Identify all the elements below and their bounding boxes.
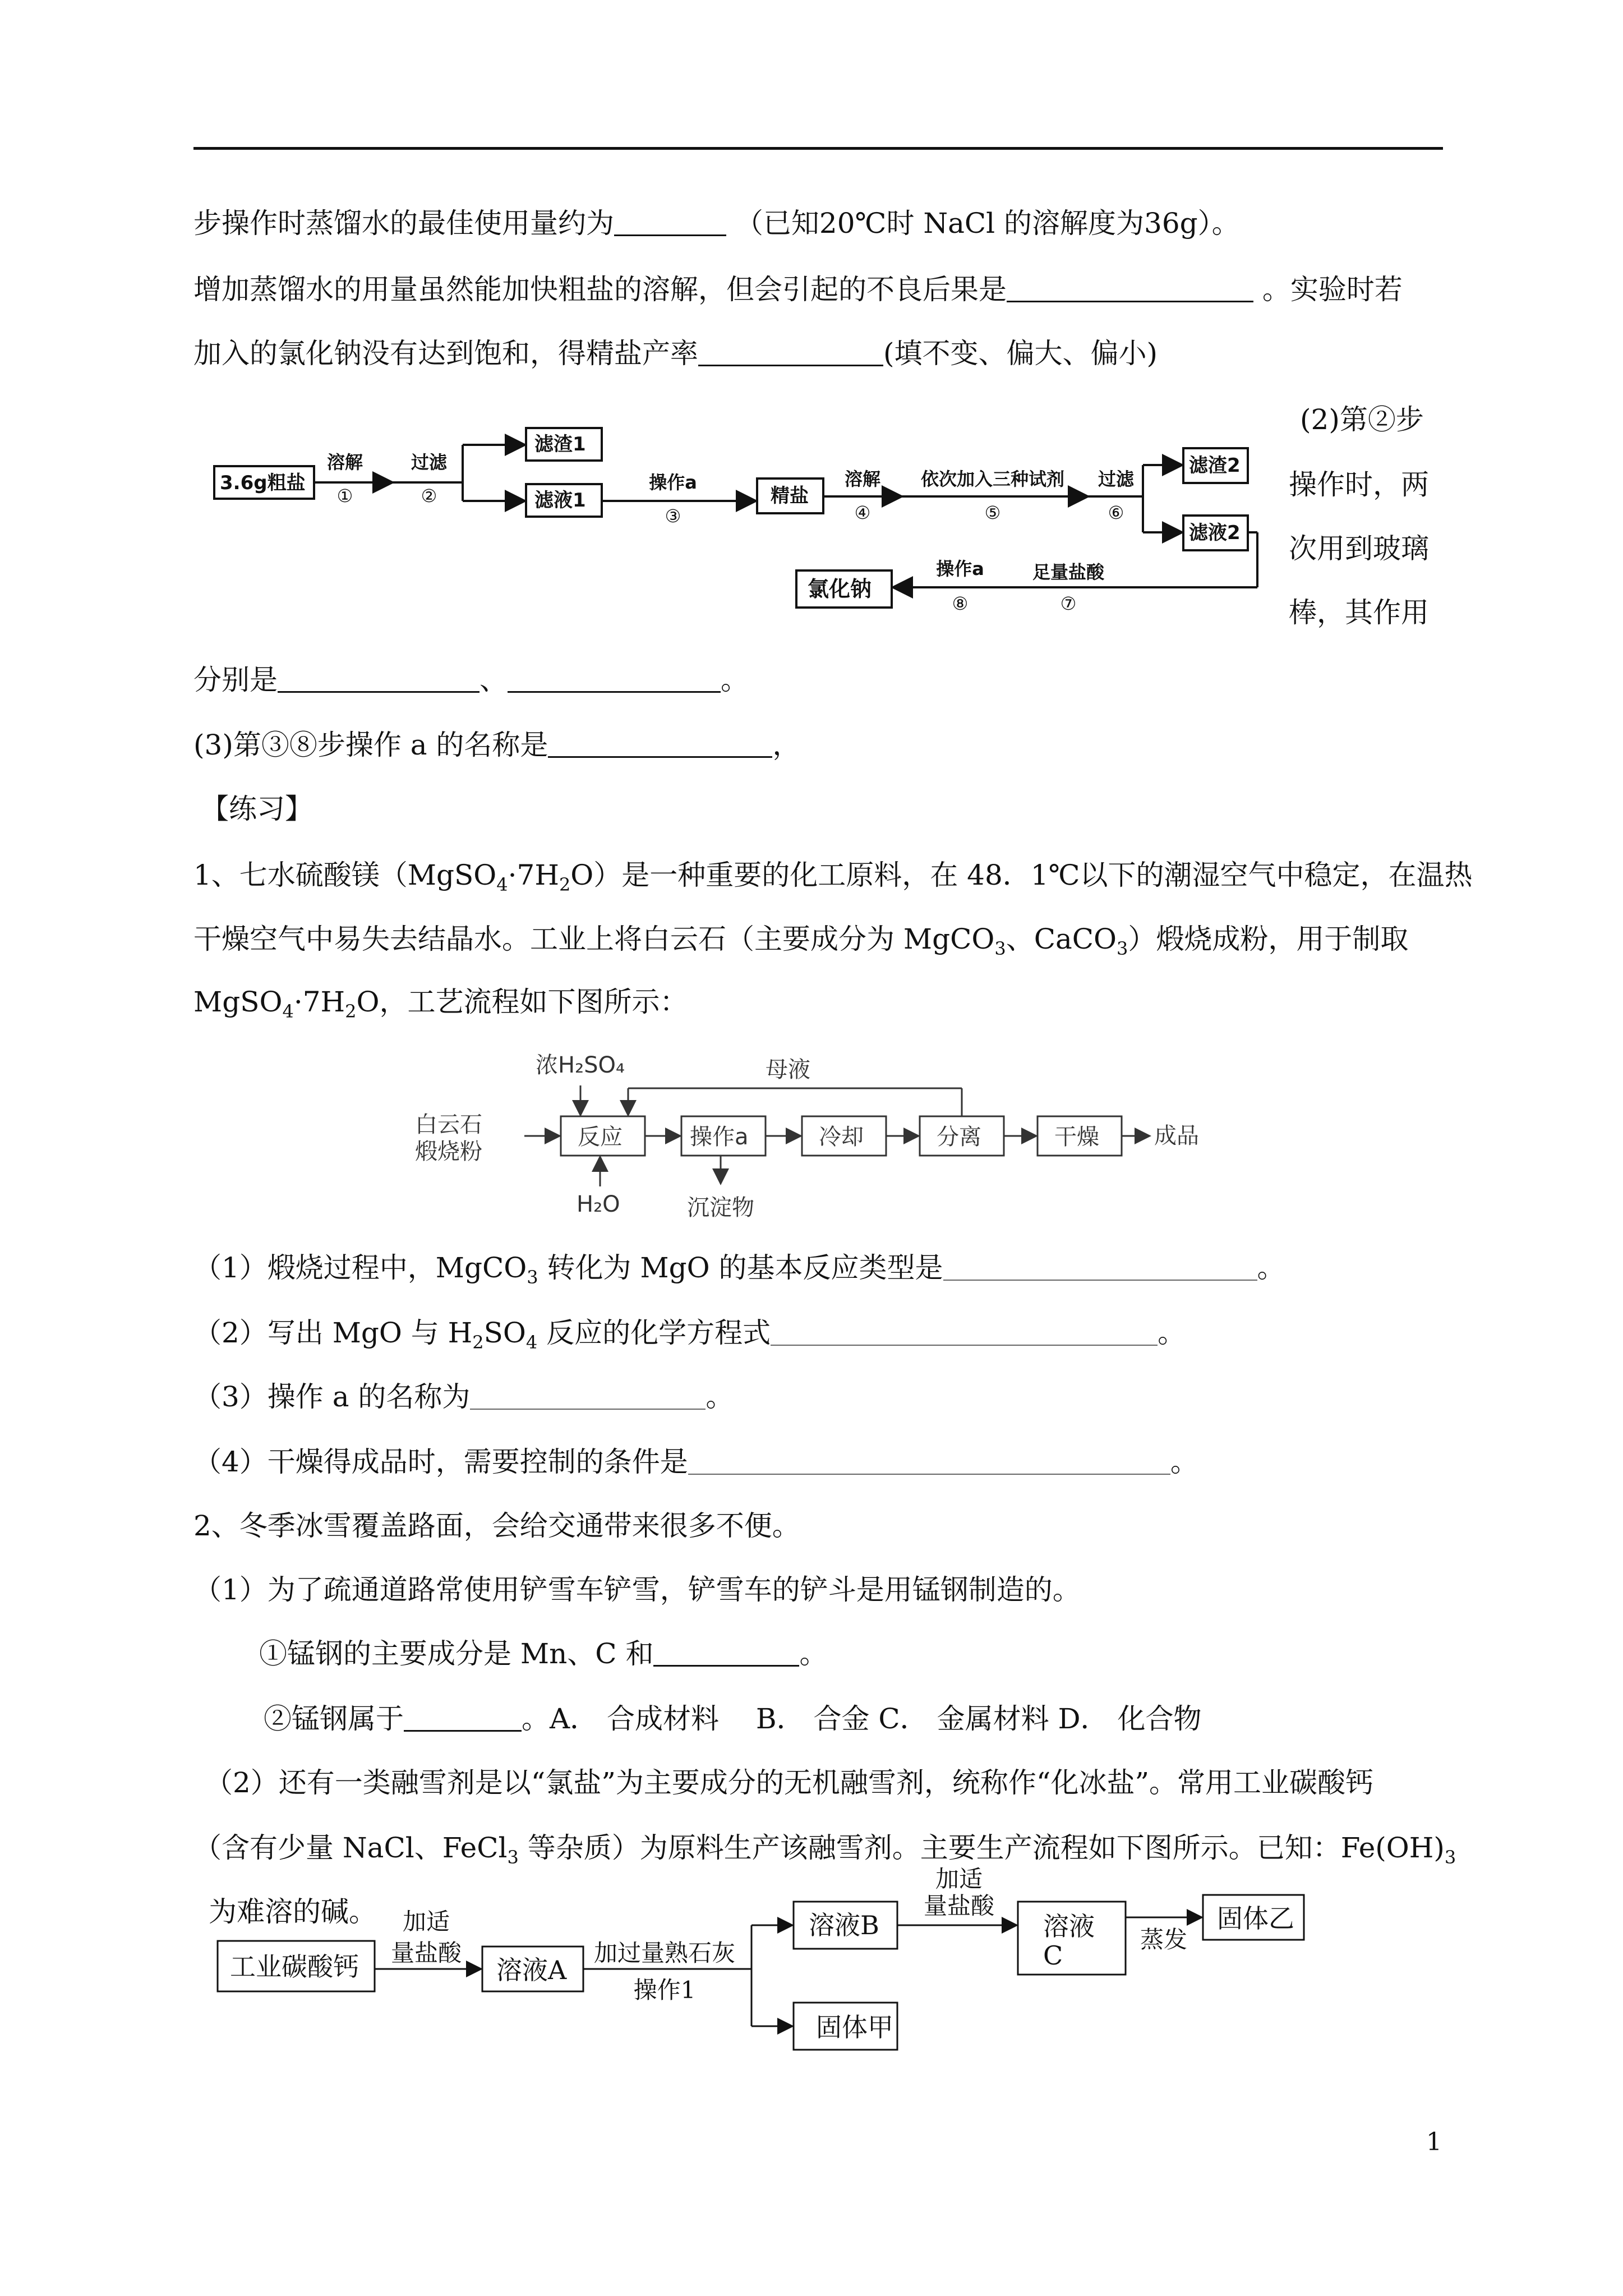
p2-line-2: （1）为了疏通道路常使用铲雪车铲雪，铲雪车的铲斗是用锰钢制造的。 bbox=[193, 1573, 1081, 1606]
answer-blank[interactable] bbox=[1007, 301, 1253, 302]
flow2-water: H₂O bbox=[577, 1191, 620, 1217]
p1-q1: （1）煅烧过程中，MgCO$_3$ 转化为 MgO 的基本反应类型是 。 bbox=[193, 1251, 1285, 1288]
flow1-c8: ⑧ bbox=[952, 593, 969, 614]
answer-blank[interactable] bbox=[943, 1280, 1257, 1281]
flow2-cool: 冷却 bbox=[819, 1124, 864, 1150]
flow1-residue2: 滤渣2 bbox=[1189, 454, 1241, 477]
page-number: 1 bbox=[1426, 2128, 1442, 2156]
flow3-c2: 量盐酸 bbox=[923, 1892, 995, 1920]
answer-blank[interactable] bbox=[698, 365, 883, 366]
flow1-c3: ③ bbox=[665, 505, 681, 527]
q2-side-1: (2)第②步 bbox=[1300, 403, 1424, 436]
flow2-op: 操作a bbox=[690, 1124, 749, 1150]
flow1-product: 氯化钠 bbox=[808, 577, 872, 601]
flow3-a1: 加适 bbox=[402, 1908, 450, 1935]
answer-blank[interactable] bbox=[548, 756, 772, 758]
flow3-b2: 操作1 bbox=[633, 1976, 696, 2004]
flow3-solA: 溶液A bbox=[496, 1955, 567, 1985]
p2-line-7: 为难溶的碱。 bbox=[209, 1895, 377, 1928]
flow1-c4: ④ bbox=[854, 502, 871, 523]
flow1-c7: ⑦ bbox=[1060, 593, 1077, 614]
q2-side-2: 操作时，两 bbox=[1289, 468, 1429, 501]
p2-line-4: ②锰钢属于 。A． 合成材料 B． 合金 C． 金属材料 D． 化合物 bbox=[264, 1703, 1202, 1735]
flow1-step1: 溶解 bbox=[326, 452, 363, 473]
flow1-step4: 溶解 bbox=[844, 468, 881, 490]
intro-line-3: 加入的氯化钠没有达到饱和，得精盐产率 (填不变、偏大、偏小) bbox=[193, 337, 1158, 370]
flow3-solidB: 固体乙 bbox=[1217, 1903, 1294, 1934]
p2-line-3: ①锰钢的主要成分是 Mn、C 和 。 bbox=[259, 1637, 828, 1670]
flow2-feed1: 白云石 bbox=[415, 1112, 482, 1138]
q2-side-3: 次用到玻璃 bbox=[1289, 532, 1429, 565]
flow1-step2: 过滤 bbox=[411, 452, 448, 473]
flow2-mother: 母液 bbox=[766, 1057, 810, 1083]
flow3-start: 工业碳酸钙 bbox=[230, 1952, 359, 1982]
p1-line-3: $MgSO_4\cdot 7H_2O$，工艺流程如下图所示： bbox=[193, 986, 688, 1022]
flow3-a2: 量盐酸 bbox=[390, 1939, 462, 1967]
answer-blank[interactable] bbox=[653, 1665, 799, 1667]
magnesium-sulfate-flowchart bbox=[415, 1049, 1245, 1228]
flow1-refined: 精盐 bbox=[771, 485, 809, 507]
answer-blank[interactable] bbox=[614, 234, 726, 236]
flow3-solC: 溶液 bbox=[1043, 1911, 1095, 1941]
flow1-step3: 操作a bbox=[649, 472, 697, 493]
flow1-step8: 操作a bbox=[936, 558, 984, 579]
practice-title: 【练习】 bbox=[201, 793, 313, 825]
flow2-acid: 浓H₂SO₄ bbox=[536, 1052, 625, 1078]
flow1-step7: 足量盐酸 bbox=[1032, 562, 1105, 583]
flow2-separate: 分离 bbox=[937, 1124, 981, 1150]
intro-line-2: 增加蒸馏水的用量虽然能加快粗盐的溶解，但会引起的不良后果是 。实验时若 bbox=[193, 273, 1403, 306]
crude-salt-flowchart bbox=[208, 412, 1267, 625]
answer-blank[interactable] bbox=[771, 1345, 1158, 1346]
flow3-solB: 溶液B bbox=[809, 1910, 879, 1940]
p1-q2: （2）写出 MgO 与 $H_2SO_4$ 反应的化学方程式 。 bbox=[193, 1317, 1186, 1353]
p1-line-1: 1、七水硫酸镁$(MgSO_4\cdot 7H_2O)$是一种重要的化工原料，在 48．1℃以下的潮湿空气中稳定，在温热 bbox=[193, 859, 1473, 895]
flow3-solidA: 固体甲 bbox=[816, 2012, 893, 2042]
q3-line: (3)第③⑧步操作 a 的名称是 ， bbox=[193, 729, 801, 761]
flow1-c2: ② bbox=[421, 485, 437, 507]
flow1-step6: 过滤 bbox=[1098, 468, 1135, 490]
answer-blank[interactable] bbox=[278, 691, 479, 693]
flow3-solC-letter: C bbox=[1043, 1940, 1063, 1971]
answer-blank[interactable] bbox=[508, 691, 721, 693]
answer-blank[interactable] bbox=[404, 1730, 522, 1732]
flow1-c5: ⑤ bbox=[984, 502, 1001, 523]
flow1-start: 3.6g粗盐 bbox=[220, 472, 306, 494]
flow2-feed2: 煅烧粉 bbox=[415, 1139, 482, 1165]
flow2-dry: 干燥 bbox=[1054, 1124, 1099, 1150]
p2-line-5: （2）还有一类融雪剂是以“氯盐”为主要成分的无机融雪剂，统称作“化冰盐”。常用工业碳酸钙 bbox=[205, 1766, 1374, 1799]
flow3-c1: 加适 bbox=[935, 1865, 983, 1893]
flow2-precip: 沉淀物 bbox=[687, 1195, 754, 1221]
flow2-reaction: 反应 bbox=[578, 1124, 623, 1150]
p1-q3: （3）操作 a 的名称为 。 bbox=[193, 1381, 734, 1413]
flow1-c6: ⑥ bbox=[1108, 502, 1124, 523]
deicer-flowchart bbox=[213, 1865, 1312, 2070]
flow1-residue1: 滤渣1 bbox=[534, 433, 586, 455]
intro-line-1: 步操作时蒸馏水的最佳使用量约为 （已知20℃时 NaCl 的溶解度为36g）。 bbox=[193, 207, 1240, 240]
q2-answer-line: 分别是 、 。 bbox=[193, 664, 749, 696]
flow1-filtrate1: 滤液1 bbox=[534, 489, 586, 512]
flow1-step5: 依次加入三种试剂 bbox=[920, 468, 1065, 490]
flow1-filtrate2: 滤液2 bbox=[1189, 522, 1241, 544]
p2-line-6: （含有少量 NaCl、FeCl$_3$ 等杂质）为原料生产该融雪剂。主要生产流程如下图所示。已知：$Fe(OH)_3$ bbox=[193, 1832, 1456, 1868]
p1-q4: （4）干燥得成品时，需要控制的条件是 。 bbox=[193, 1446, 1198, 1478]
p1-line-2: 干燥空气中易失去结晶水。工业上将白云石（主要成分为 MgCO$_3$、CaCO$_3$）煅烧成粉，用于制取 bbox=[193, 923, 1409, 959]
flow3-evap: 蒸发 bbox=[1140, 1926, 1188, 1953]
p2-line-1: 2、冬季冰雪覆盖路面，会给交通带来很多不便。 bbox=[193, 1510, 800, 1542]
q2-side-4: 棒，其作用 bbox=[1289, 596, 1429, 629]
header-rule bbox=[193, 147, 1443, 150]
flow1-c1: ① bbox=[336, 485, 353, 507]
flow2-product: 成品 bbox=[1154, 1123, 1199, 1149]
flow3-b1: 加过量熟石灰 bbox=[593, 1939, 736, 1967]
answer-blank[interactable] bbox=[470, 1409, 706, 1410]
answer-blank[interactable] bbox=[688, 1474, 1170, 1475]
